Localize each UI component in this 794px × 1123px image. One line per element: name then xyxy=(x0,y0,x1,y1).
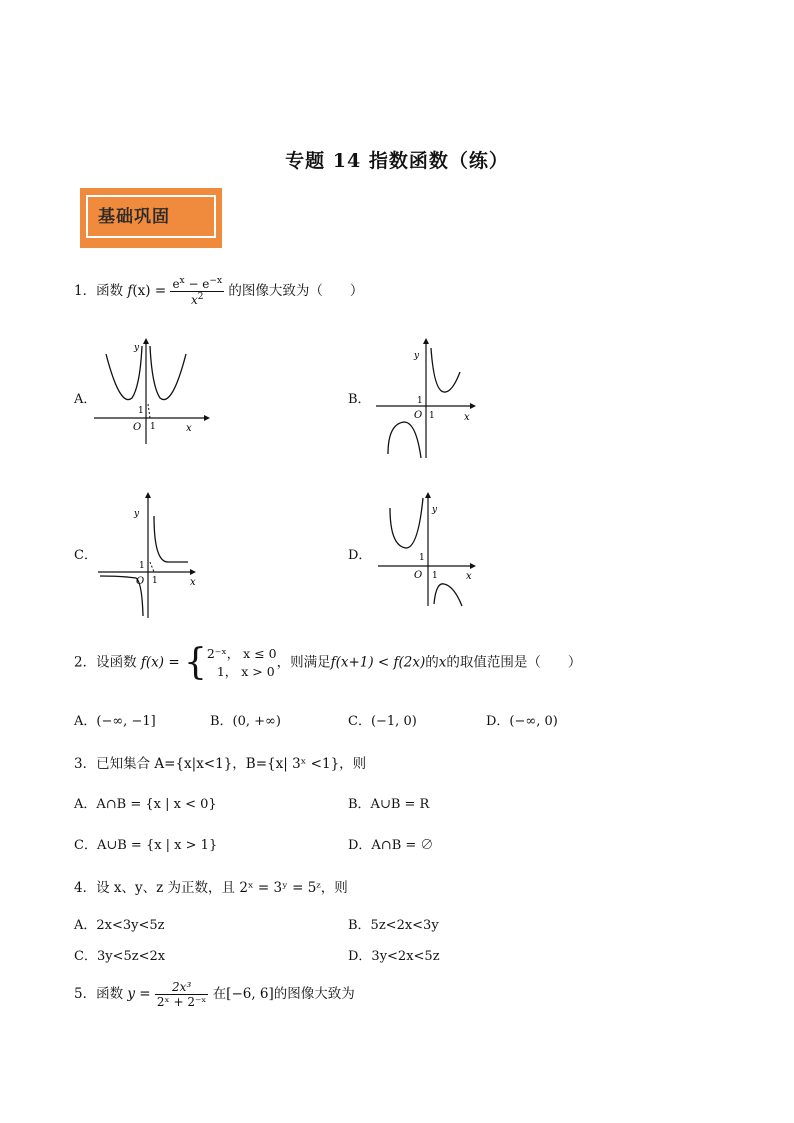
q3-option-b: B．A∪B = R xyxy=(348,797,430,812)
q2-tail2: 的 xyxy=(425,654,439,671)
graph-c-one-x: 1 xyxy=(152,576,158,586)
graph-a-one-x: 1 xyxy=(150,422,156,432)
banner-label: 基础巩固 xyxy=(98,207,170,227)
q2-ineq: f(x+1) < f(2x) xyxy=(330,654,426,671)
q4-option-c: C．3y<5z<2x xyxy=(74,949,166,964)
question-3: 3．已知集合 A={x|x<1}，B={x| 3ˣ <1}，则 xyxy=(74,756,367,772)
q4-option-a: A．2x<3y<5z xyxy=(74,918,165,933)
q1-f: f xyxy=(127,283,133,299)
q1-paren: (x) = xyxy=(132,283,167,299)
question-1 xyxy=(74,276,363,307)
q1-tail: 的图像大致为（ ） xyxy=(228,283,364,299)
graph-d-origin: O xyxy=(414,570,423,581)
q3-option-d: D．A∩B = ∅ xyxy=(348,838,434,853)
q1-num-e: e xyxy=(172,277,180,291)
graph-b-one-y: 1 xyxy=(417,396,423,406)
q2-option-c: C．(−1, 0) xyxy=(348,714,417,729)
q1-fraction xyxy=(170,276,224,307)
q5-denominator: 2ˣ + 2⁻ˣ xyxy=(156,995,207,1009)
q1-num-exp1: x xyxy=(179,276,185,286)
graph-d-y-label: y xyxy=(432,505,438,515)
graph-a xyxy=(92,336,212,446)
q1-option-a-label: A． xyxy=(74,392,97,407)
graph-d-one-y: 1 xyxy=(419,553,425,563)
graph-c-origin: O xyxy=(136,576,145,587)
graph-a-x-label: x xyxy=(186,423,192,434)
q3-option-a: A．A∩B = {x | x < 0} xyxy=(74,797,217,812)
q4-option-d: D．3y<2x<5z xyxy=(348,949,440,964)
q5-y: y = xyxy=(127,986,151,1002)
graph-a-one-y: 1 xyxy=(138,406,144,416)
q5-numerator: 2x³ xyxy=(155,980,208,995)
q1-num-minus: − e xyxy=(184,277,210,291)
question-5 xyxy=(74,980,355,1009)
graph-b xyxy=(374,336,484,461)
section-banner xyxy=(80,188,222,248)
q1-option-b-label: B． xyxy=(348,392,371,407)
q5-tail: 在[−6, 6]的图像大致为 xyxy=(212,986,355,1002)
graph-b-y-label: y xyxy=(414,351,420,361)
graph-c-x-label: x xyxy=(190,577,196,588)
q1-option-d-label: D． xyxy=(348,548,372,563)
q4-option-b: B．5z<2x<3y xyxy=(348,918,439,933)
q1-den: x xyxy=(190,293,198,307)
q1-den-exp: 2 xyxy=(197,292,204,302)
q2-option-b: B．(0, +∞) xyxy=(210,714,281,729)
q2-case-2: 1， x > 0 xyxy=(216,664,275,679)
question-2 xyxy=(74,642,582,683)
graph-b-origin: O xyxy=(414,410,423,421)
q2-case-1: 2⁻ˣ， x ≤ 0 xyxy=(206,646,277,661)
graph-c-y-label: y xyxy=(134,509,140,519)
q1-number: 1．函数 xyxy=(74,283,124,299)
q2-option-d: D．(−∞, 0) xyxy=(486,714,558,729)
graph-d-one-x: 1 xyxy=(432,571,438,581)
graph-c-one-y: 1 xyxy=(139,561,145,571)
q2-brace: { xyxy=(183,642,207,683)
q2-prefix: 2．设函数 xyxy=(74,654,137,671)
q2-var: x xyxy=(438,654,447,671)
q2-fx: f(x) = xyxy=(140,654,180,671)
q1-num-exp2: −x xyxy=(209,276,223,286)
q2-cases xyxy=(207,645,277,681)
graph-a-y-label: y xyxy=(134,343,140,353)
q3-option-c: C．A∪B = {x | x > 1} xyxy=(74,838,218,853)
q2-option-a: A．(−∞, −1] xyxy=(74,714,156,729)
q2-tail3: 的取值范围是（ ） xyxy=(446,654,582,671)
graph-a-origin: O xyxy=(133,422,142,433)
q2-tail: ，则满足 xyxy=(276,654,331,671)
graph-d-x-label: x xyxy=(466,571,472,582)
q5-prefix: 5．函数 xyxy=(74,986,124,1002)
q1-option-c-label: C． xyxy=(74,548,97,563)
graph-b-one-x: 1 xyxy=(429,411,435,421)
graph-b-x-label: x xyxy=(464,412,470,423)
graph-c xyxy=(96,490,206,620)
page-title: 专题 14 指数函数（练） xyxy=(285,150,509,172)
q5-fraction xyxy=(155,980,208,1009)
graph-d xyxy=(376,490,491,608)
question-4: 4．设 x、y、z 为正数，且 2ˣ = 3ʸ = 5ᶻ，则 xyxy=(74,880,348,896)
